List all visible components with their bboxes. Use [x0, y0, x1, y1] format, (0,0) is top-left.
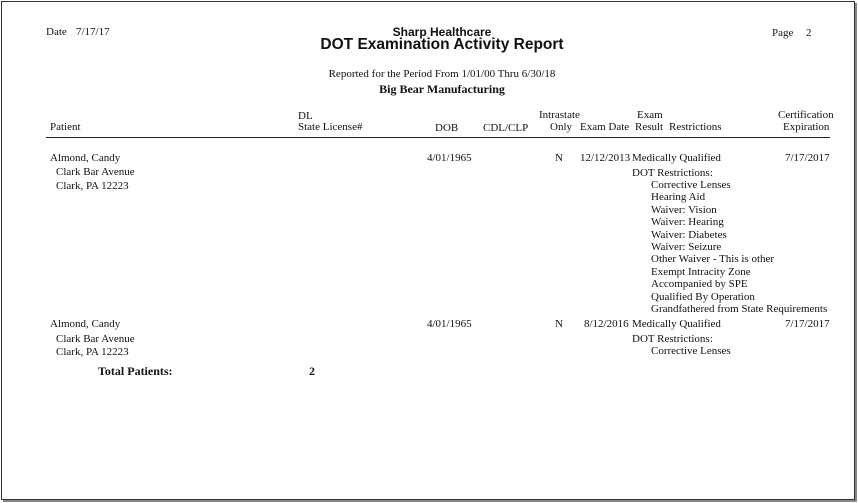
exam-date: 12/12/2013	[580, 152, 631, 164]
page-label: Page	[772, 27, 794, 39]
exam-result: Medically Qualified	[632, 152, 721, 164]
intrastate-flag: N	[555, 318, 563, 330]
restriction-item: Corrective Lenses	[651, 179, 731, 191]
patient-address-line1: Clark Bar Avenue	[56, 166, 135, 178]
col-state-license: State License#	[298, 121, 363, 133]
restriction-item: Waiver: Diabetes	[651, 228, 727, 241]
certification-expiration: 7/17/2017	[785, 318, 830, 330]
page-number: 2	[806, 27, 812, 39]
report-period: Reported for the Period From 1/01/00 Thru 6/30/18	[328, 68, 556, 80]
col-exam-date: Exam Date	[580, 121, 630, 133]
col-patient: Patient	[50, 121, 81, 133]
restrictions-heading: DOT Restrictions:	[632, 333, 713, 345]
certification-expiration: 7/17/2017	[785, 152, 830, 164]
exam-result: Medically Qualified	[632, 318, 721, 330]
restrictions-heading: DOT Restrictions:	[632, 167, 713, 179]
exam-date: 8/12/2016	[584, 318, 629, 330]
restriction-item: Other Waiver - This is other	[651, 253, 775, 266]
header-divider	[46, 137, 830, 138]
restriction-item: Waiver: Seizure	[651, 241, 722, 254]
col-result: Result	[635, 121, 664, 133]
patient-dob: 4/01/1965	[427, 152, 472, 164]
patient-name: Almond, Candy	[50, 152, 121, 164]
employer-name: Big Bear Manufacturing	[379, 82, 505, 96]
total-patients-value: 2	[309, 364, 315, 378]
restriction-item: Waiver: Vision	[651, 203, 717, 216]
restriction-item: Exempt Intracity Zone	[651, 265, 751, 278]
restrictions-list	[651, 179, 827, 315]
restriction-item: Accompanied by SPE	[651, 278, 748, 291]
col-cdl-clp: CDL/CLP	[483, 122, 529, 134]
restriction-item: Waiver: Hearing	[651, 216, 724, 229]
col-restrictions: Restrictions	[669, 121, 722, 133]
restriction-item: Corrective Lenses	[651, 345, 731, 357]
col-intrastate: Intrastate	[539, 109, 580, 121]
restrictions-list	[651, 345, 731, 357]
patient-name: Almond, Candy	[50, 318, 121, 330]
restriction-item: Grandfathered from State Requirements	[651, 303, 828, 316]
col-expiration: Expiration	[783, 121, 830, 133]
company-name: Sharp Healthcare	[392, 25, 492, 39]
col-intrastate-only: Only	[550, 121, 572, 133]
restriction-item: Qualified By Operation	[651, 290, 755, 303]
total-patients-label: Total Patients:	[98, 364, 173, 378]
patient-address-line2: Clark, PA 12223	[56, 180, 129, 192]
restriction-item: Hearing Aid	[651, 191, 706, 204]
patient-address-line2: Clark, PA 12223	[56, 346, 129, 358]
col-certification: Certification	[778, 109, 834, 121]
col-exam: Exam	[637, 109, 663, 121]
date-label: Date	[46, 26, 67, 38]
col-dob: DOB	[435, 122, 459, 134]
patient-address-line1: Clark Bar Avenue	[56, 333, 135, 345]
intrastate-flag: N	[555, 152, 563, 164]
date-value: 7/17/17	[76, 26, 110, 38]
patient-dob: 4/01/1965	[427, 318, 472, 330]
col-dl: DL	[298, 110, 313, 122]
report-title: DOT Examination Activity Report	[320, 36, 564, 53]
